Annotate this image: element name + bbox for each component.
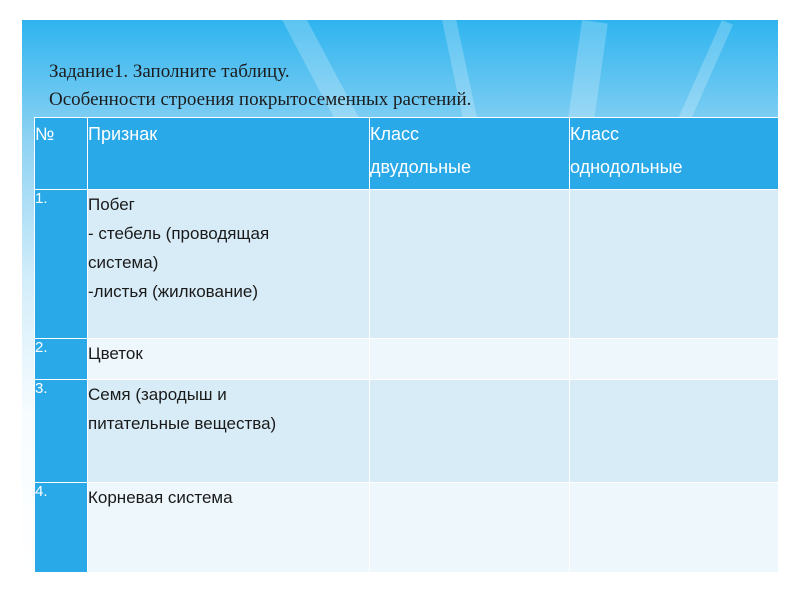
title-line-2: Особенности строения покрытосеменных растений.: [49, 89, 472, 110]
row-number: 1.: [35, 190, 88, 339]
monocot-answer-cell[interactable]: [570, 339, 779, 380]
row-feature: [88, 380, 370, 483]
feature-line: -листья (жилкование): [88, 282, 258, 302]
header-monocot-line-2: однодольные: [570, 157, 683, 177]
dicot-answer-cell[interactable]: [370, 482, 570, 572]
header-monocot-line-1: Класс: [570, 124, 619, 144]
dicot-answer-cell[interactable]: [370, 339, 570, 380]
row-feature: [88, 339, 370, 380]
feature-line: питательные вещества): [88, 414, 277, 434]
title-line-1: Задание1. Заполните таблицу.: [49, 61, 290, 82]
header-monocot: [570, 118, 779, 190]
feature-line: Цветок: [88, 344, 143, 364]
header-dicot-line-1: Класс: [370, 124, 419, 144]
header-dicot: [370, 118, 570, 190]
dicot-answer-cell[interactable]: [370, 380, 570, 483]
row-feature: [88, 190, 370, 339]
table-header-row: [35, 118, 779, 190]
feature-line: Семя (зародыш и: [88, 385, 227, 405]
comparison-table: [34, 117, 778, 572]
row-feature: [88, 482, 370, 572]
table-row: [35, 339, 779, 380]
feature-line: система): [88, 253, 159, 273]
table-row: [35, 482, 779, 572]
row-number: 2.: [35, 339, 88, 380]
header-dicot-line-2: двудольные: [370, 157, 471, 177]
table-row: [35, 380, 779, 483]
monocot-answer-cell[interactable]: [570, 380, 779, 483]
monocot-answer-cell[interactable]: [570, 482, 779, 572]
table-row: [35, 190, 779, 339]
feature-line: Побег: [88, 195, 135, 215]
row-number: 4.: [35, 482, 88, 572]
dicot-answer-cell[interactable]: [370, 190, 570, 339]
header-feature: Признак: [88, 118, 370, 190]
row-number: 3.: [35, 380, 88, 483]
feature-line: - стебель (проводящая: [88, 224, 270, 244]
header-number: №: [35, 118, 88, 190]
monocot-answer-cell[interactable]: [570, 190, 779, 339]
slide: [22, 20, 778, 572]
feature-line: Корневая система: [88, 487, 233, 507]
slide-title: [49, 58, 471, 114]
